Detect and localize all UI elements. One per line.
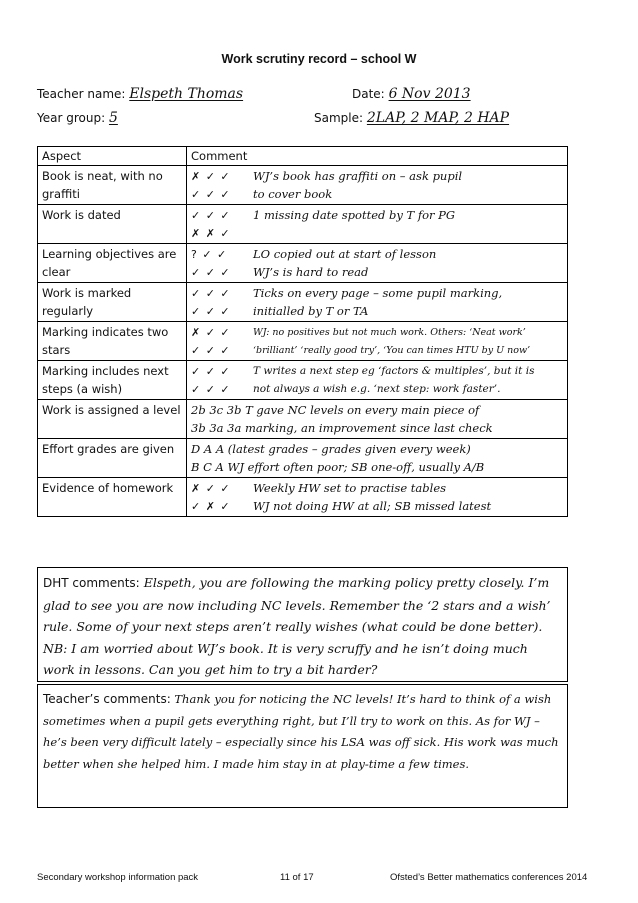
year-group-label: Year group: xyxy=(37,111,106,125)
comment-text: WJ’s is hard to read xyxy=(253,265,369,279)
comment-text: LO copied out at start of lesson xyxy=(253,247,437,261)
comment-line xyxy=(191,224,563,242)
table-row xyxy=(38,283,568,322)
aspect-column-header: Aspect xyxy=(38,147,187,166)
tick-cross-marks: ✗ ✓ ✓ xyxy=(191,169,231,183)
teacher-name-label: Teacher name: xyxy=(37,87,126,101)
dht-comments-text: Elspeth, you are following the marking policy pretty closely. I’m glad to see you are now including NC levels. Remember the ‘2 stars and a wish’ rule. Some of your next steps aren’t really wishes (what could be done better). NB: I am worried about WJ’s book. It is very scruffy and he isn’t doing much work in lessons. Can you get him to try a bit harder? xyxy=(43,575,551,677)
aspect-cell: Work is dated xyxy=(38,205,187,244)
teacher-name-field xyxy=(37,86,243,102)
comment-text: not always a wish e.g. ‘next step: work faster’. xyxy=(253,383,501,395)
comment-line xyxy=(191,245,563,263)
aspect-cell: Marking indicates two stars xyxy=(38,322,187,361)
table-row xyxy=(38,205,568,244)
comment-line xyxy=(191,401,563,419)
table-row xyxy=(38,166,568,205)
comment-text: T writes a next step eg ‘factors & multiples’, but it is xyxy=(253,365,535,377)
tick-cross-marks: ✗ ✗ ✓ xyxy=(191,226,231,240)
table-row xyxy=(38,361,568,400)
scrutiny-table xyxy=(37,146,568,517)
comment-line xyxy=(191,263,563,281)
sample-label: Sample: xyxy=(314,111,364,125)
tick-cross-marks: ✓ ✓ ✓ xyxy=(191,187,231,201)
tick-cross-marks: ✗ ✓ ✓ xyxy=(191,481,231,495)
table-header-row xyxy=(38,147,568,166)
comment-text: Ticks on every page – some pupil marking, xyxy=(253,286,503,300)
comment-cell xyxy=(187,166,568,205)
comment-line xyxy=(191,380,563,398)
tick-cross-marks: ✓ ✓ ✓ xyxy=(191,208,231,222)
tick-cross-marks: ✗ ✓ ✓ xyxy=(191,325,231,339)
tick-cross-marks: ? ✓ ✓ xyxy=(191,247,228,261)
teacher-comments-text: Thank you for noticing the NC levels! It’s hard to think of a wish sometimes when a pupil gets everything right, but I’ll try to work on this. As for WJ – he’s been very difficult lately – especially since his LSA was off sick. His work was much better when she helped him. I made him stay in at play-time a few times. xyxy=(43,692,559,771)
comment-cell xyxy=(187,478,568,517)
comment-line xyxy=(191,419,563,437)
tick-cross-marks: ✓ ✓ ✓ xyxy=(191,286,231,300)
sample-value: 2LAP, 2 MAP, 2 HAP xyxy=(366,110,510,126)
tick-cross-marks: ✓ ✓ ✓ xyxy=(191,304,231,318)
teacher-comments-box xyxy=(37,684,568,808)
comment-text: Weekly HW set to practise tables xyxy=(253,481,447,495)
comment-text: WJ: no positives but not much work. Others: ‘Neat work’ xyxy=(253,326,526,338)
tick-cross-marks: ✓ ✗ ✓ xyxy=(191,499,231,513)
comment-line xyxy=(191,341,563,359)
comment-text: WJ not doing HW at all; SB missed latest xyxy=(253,499,492,513)
table-row xyxy=(38,400,568,439)
comment-text: WJ’s book has graffiti on – ask pupil xyxy=(253,169,463,183)
aspect-cell: Work is marked regularly xyxy=(38,283,187,322)
comment-line xyxy=(191,302,563,320)
comment-text: D A A (latest grades – grades given every week) xyxy=(191,442,471,456)
comment-line xyxy=(191,167,563,185)
date-label: Date: xyxy=(352,87,385,101)
tick-cross-marks: ✓ ✓ ✓ xyxy=(191,343,231,357)
footer-right: Ofsted’s Better mathematics conferences 2014 xyxy=(390,872,588,883)
table-row xyxy=(38,322,568,361)
aspect-cell: Work is assigned a level xyxy=(38,400,187,439)
footer-left: Secondary workshop information pack xyxy=(37,872,199,883)
teacher-name-value: Elspeth Thomas xyxy=(129,86,244,102)
comment-text: B C A WJ effort often poor; SB one-off, usually A/B xyxy=(191,460,485,474)
comment-text: 3b 3a 3a marking, an improvement since last check xyxy=(191,421,493,435)
tick-cross-marks: ✓ ✓ ✓ xyxy=(191,265,231,279)
comment-text: 2b 3c 3b T gave NC levels on every main piece of xyxy=(191,403,480,417)
comment-text: ‘brilliant’ ‘really good try’, ‘You can times HTU by U now’ xyxy=(253,344,531,356)
comment-cell xyxy=(187,361,568,400)
aspect-cell: Learning objectives are clear xyxy=(38,244,187,283)
tick-cross-marks: ✓ ✓ ✓ xyxy=(191,382,231,396)
comment-text: to cover book xyxy=(253,187,333,201)
comment-line xyxy=(191,497,563,515)
table-row xyxy=(38,244,568,283)
comment-cell xyxy=(187,205,568,244)
sample-field xyxy=(314,110,509,126)
page-title: Work scrutiny record – school W xyxy=(221,52,417,66)
comment-line xyxy=(191,479,563,497)
comment-cell xyxy=(187,439,568,478)
comment-cell xyxy=(187,244,568,283)
date-field xyxy=(352,86,471,102)
comment-line xyxy=(191,458,563,476)
dht-comments-label: DHT comments: xyxy=(43,576,140,590)
comment-line xyxy=(191,185,563,203)
comment-line xyxy=(191,206,563,224)
tick-cross-marks: ✓ ✓ ✓ xyxy=(191,364,231,378)
comment-line xyxy=(191,284,563,302)
comment-cell xyxy=(187,400,568,439)
aspect-cell: Effort grades are given xyxy=(38,439,187,478)
aspect-cell: Marking includes next steps (a wish) xyxy=(38,361,187,400)
footer-page-number: 11 of 17 xyxy=(280,872,314,883)
aspect-cell: Book is neat, with no graffiti xyxy=(38,166,187,205)
year-group-field xyxy=(37,110,118,126)
comment-line xyxy=(191,323,563,341)
aspect-cell: Evidence of homework xyxy=(38,478,187,517)
comment-text: initialled by T or TA xyxy=(253,304,369,318)
table-row xyxy=(38,478,568,517)
comment-cell xyxy=(187,322,568,361)
table-row xyxy=(38,439,568,478)
comment-cell xyxy=(187,283,568,322)
teacher-comments-label: Teacher’s comments: xyxy=(43,692,171,706)
date-value: 6 Nov 2013 xyxy=(388,86,471,102)
comment-text: 1 missing date spotted by T for PG xyxy=(253,208,456,222)
year-group-value: 5 xyxy=(108,110,118,126)
dht-comments-box xyxy=(37,567,568,682)
comment-line xyxy=(191,440,563,458)
comment-line xyxy=(191,362,563,380)
comment-column-header: Comment xyxy=(187,147,568,166)
